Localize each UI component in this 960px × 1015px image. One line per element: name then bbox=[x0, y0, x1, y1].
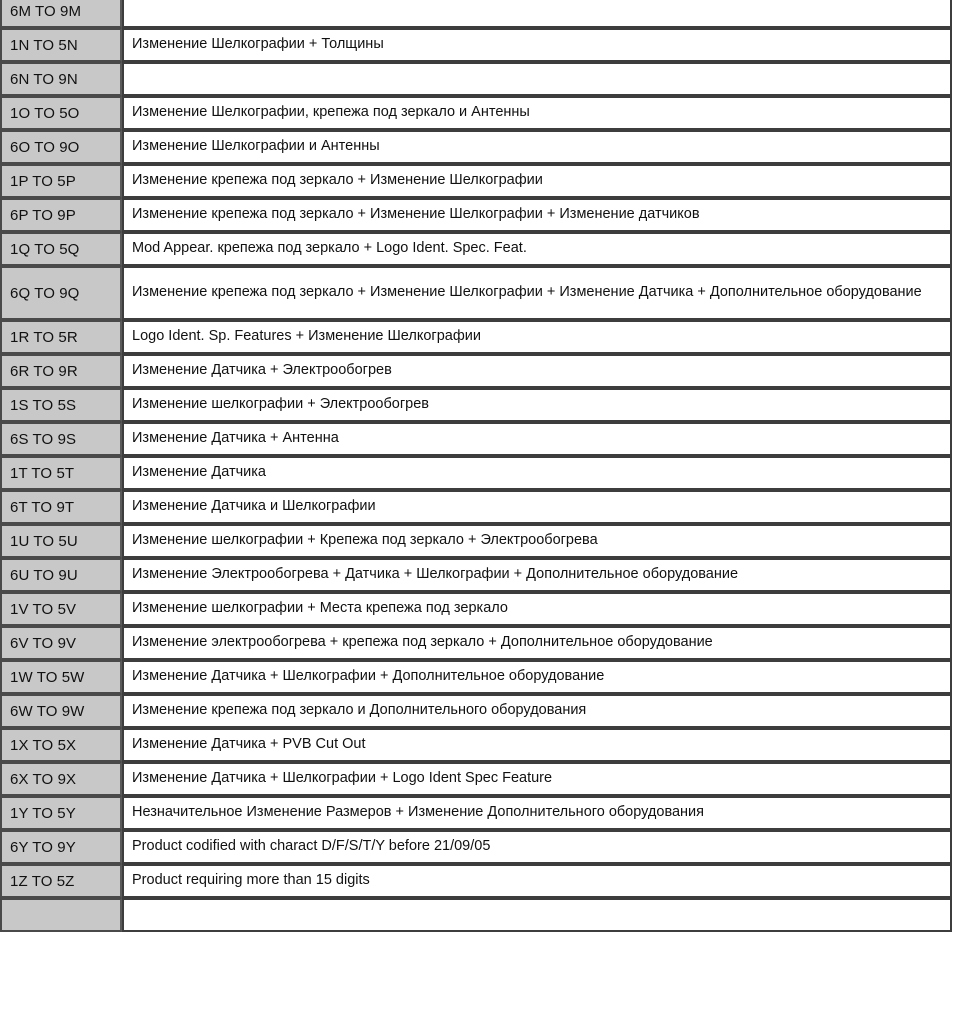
code-range-label: 1W TO 5W bbox=[10, 668, 85, 686]
code-range-label: 1Q TO 5Q bbox=[10, 240, 80, 258]
code-range-label: 1X TO 5X bbox=[10, 736, 77, 754]
description-cell bbox=[122, 456, 952, 490]
description-label: Изменение крепежа под зеркало + Изменение Шелкографии + Изменение датчиков bbox=[132, 206, 700, 223]
table-row bbox=[0, 320, 952, 354]
code-range-cell bbox=[0, 524, 122, 558]
description-cell bbox=[122, 864, 952, 898]
code-range-label: 6Q TO 9Q bbox=[10, 284, 80, 302]
description-box bbox=[122, 130, 952, 164]
description-cell bbox=[122, 130, 952, 164]
description-label: Изменение шелкографии + Места крепежа под зеркало bbox=[132, 600, 508, 617]
code-range-label: 1V TO 5V bbox=[10, 600, 77, 618]
description-label: Изменение крепежа под зеркало + Изменение Шелкографии + Изменение Датчика + Дополнительное оборудование bbox=[132, 284, 922, 301]
description-cell bbox=[122, 62, 952, 96]
code-range-label: 6P TO 9P bbox=[10, 206, 76, 224]
code-range-label: 1Z TO 5Z bbox=[10, 872, 75, 890]
description-label: Изменение Датчика + PVB Cut Out bbox=[132, 736, 366, 753]
description-cell bbox=[122, 660, 952, 694]
code-range-box bbox=[0, 266, 122, 320]
description-cell bbox=[122, 524, 952, 558]
code-range-box bbox=[0, 490, 122, 524]
table-row bbox=[0, 96, 952, 130]
code-range-label: 1P TO 5P bbox=[10, 172, 76, 190]
table-row bbox=[0, 626, 952, 660]
table-row bbox=[0, 524, 952, 558]
code-range-box bbox=[0, 456, 122, 490]
description-cell bbox=[122, 0, 952, 28]
code-range-box bbox=[0, 762, 122, 796]
description-box bbox=[122, 164, 952, 198]
description-label: Изменение Датчика + Антенна bbox=[132, 430, 339, 447]
description-box bbox=[122, 694, 952, 728]
code-range-cell bbox=[0, 660, 122, 694]
code-range-cell bbox=[0, 130, 122, 164]
description-box bbox=[122, 62, 952, 96]
description-box bbox=[122, 422, 952, 456]
code-range-cell bbox=[0, 830, 122, 864]
table-row bbox=[0, 388, 952, 422]
code-range-box bbox=[0, 558, 122, 592]
description-cell bbox=[122, 164, 952, 198]
description-box bbox=[122, 198, 952, 232]
code-range-box bbox=[0, 660, 122, 694]
description-label: Изменение Шелкографии + Толщины bbox=[132, 36, 384, 53]
code-range-box bbox=[0, 232, 122, 266]
code-range-cell bbox=[0, 898, 122, 932]
code-range-cell bbox=[0, 728, 122, 762]
description-cell bbox=[122, 320, 952, 354]
description-box bbox=[122, 232, 952, 266]
code-range-label: 6V TO 9V bbox=[10, 634, 77, 652]
description-box bbox=[122, 592, 952, 626]
code-range-cell bbox=[0, 320, 122, 354]
description-cell bbox=[122, 422, 952, 456]
description-box bbox=[122, 456, 952, 490]
description-box bbox=[122, 626, 952, 660]
code-range-label: 6U TO 9U bbox=[10, 566, 78, 584]
description-box bbox=[122, 354, 952, 388]
code-range-box bbox=[0, 388, 122, 422]
description-cell bbox=[122, 762, 952, 796]
description-box bbox=[122, 762, 952, 796]
code-range-cell bbox=[0, 354, 122, 388]
code-range-label: 1T TO 5T bbox=[10, 464, 75, 482]
code-range-cell bbox=[0, 456, 122, 490]
code-range-cell bbox=[0, 388, 122, 422]
table-row bbox=[0, 28, 952, 62]
code-range-box bbox=[0, 28, 122, 62]
code-range-label: 1S TO 5S bbox=[10, 396, 77, 414]
table-row bbox=[0, 762, 952, 796]
table-row bbox=[0, 456, 952, 490]
description-cell bbox=[122, 490, 952, 524]
code-range-label: 1U TO 5U bbox=[10, 532, 78, 550]
code-range-cell bbox=[0, 266, 122, 320]
table-row bbox=[0, 728, 952, 762]
code-range-label: 6N TO 9N bbox=[10, 70, 78, 88]
code-range-label: 6M TO 9M bbox=[10, 2, 82, 20]
description-cell bbox=[122, 728, 952, 762]
description-box bbox=[122, 28, 952, 62]
code-range-cell bbox=[0, 796, 122, 830]
code-range-box bbox=[0, 130, 122, 164]
code-range-cell bbox=[0, 28, 122, 62]
table-row bbox=[0, 694, 952, 728]
description-cell bbox=[122, 96, 952, 130]
description-label: Изменение Электрообогрева + Датчика + Шелкографии + Дополнительное оборудование bbox=[132, 566, 739, 583]
table-row bbox=[0, 558, 952, 592]
code-range-cell bbox=[0, 422, 122, 456]
description-cell bbox=[122, 796, 952, 830]
code-range-box bbox=[0, 728, 122, 762]
code-range-cell bbox=[0, 0, 122, 28]
code-range-label: 1R TO 5R bbox=[10, 328, 78, 346]
description-label: Изменение крепежа под зеркало и Дополнительного оборудования bbox=[132, 702, 587, 719]
code-range-label: 6R TO 9R bbox=[10, 362, 78, 380]
description-box bbox=[122, 388, 952, 422]
code-range-cell bbox=[0, 592, 122, 626]
code-range-cell bbox=[0, 558, 122, 592]
code-range-label: 6W TO 9W bbox=[10, 702, 85, 720]
table-row bbox=[0, 660, 952, 694]
description-cell bbox=[122, 198, 952, 232]
description-label: Product requiring more than 15 digits bbox=[132, 872, 370, 889]
description-box bbox=[122, 558, 952, 592]
description-label: Изменение электрообогрева + крепежа под зеркало + Дополнительное оборудование bbox=[132, 634, 713, 651]
table-row bbox=[0, 592, 952, 626]
description-box bbox=[122, 796, 952, 830]
code-range-box bbox=[0, 626, 122, 660]
description-cell bbox=[122, 558, 952, 592]
code-range-box bbox=[0, 422, 122, 456]
description-label: Изменение Шелкографии и Антенны bbox=[132, 138, 380, 155]
code-range-cell bbox=[0, 626, 122, 660]
description-label: Mod Appear. крепежа под зеркало + Logo Ident. Spec. Feat. bbox=[132, 240, 527, 257]
code-range-box bbox=[0, 164, 122, 198]
code-range-label: 6Y TO 9Y bbox=[10, 838, 76, 856]
description-cell bbox=[122, 354, 952, 388]
description-cell bbox=[122, 266, 952, 320]
table-row bbox=[0, 796, 952, 830]
code-range-cell bbox=[0, 762, 122, 796]
table-row bbox=[0, 354, 952, 388]
code-range-box bbox=[0, 592, 122, 626]
description-box bbox=[122, 266, 952, 320]
code-range-cell bbox=[0, 62, 122, 96]
description-label: Изменение шелкографии + Электрообогрев bbox=[132, 396, 429, 413]
code-range-label: 1N TO 5N bbox=[10, 36, 78, 54]
description-box bbox=[122, 660, 952, 694]
description-cell bbox=[122, 232, 952, 266]
description-cell bbox=[122, 694, 952, 728]
table-row bbox=[0, 830, 952, 864]
table-row bbox=[0, 266, 952, 320]
code-range-box bbox=[0, 796, 122, 830]
code-range-cell bbox=[0, 232, 122, 266]
code-range-box bbox=[0, 198, 122, 232]
description-cell bbox=[122, 28, 952, 62]
description-label: Logo Ident. Sp. Features + Изменение Шелкографии bbox=[132, 328, 481, 345]
description-label: Product codified with charact D/F/S/T/Y before 21/09/05 bbox=[132, 838, 491, 855]
code-range-box bbox=[0, 96, 122, 130]
description-box bbox=[122, 728, 952, 762]
code-range-label: 1O TO 5O bbox=[10, 104, 80, 122]
table-row bbox=[0, 0, 952, 28]
code-range-box bbox=[0, 898, 122, 932]
code-range-box bbox=[0, 830, 122, 864]
code-range-box bbox=[0, 524, 122, 558]
code-range-label: 1Y TO 5Y bbox=[10, 804, 76, 822]
description-label: Изменение шелкографии + Крепежа под зеркало + Электрообогрева bbox=[132, 532, 598, 549]
description-box bbox=[122, 864, 952, 898]
code-range-cell bbox=[0, 96, 122, 130]
code-range-label: 6S TO 9S bbox=[10, 430, 77, 448]
code-range-label: 6T TO 9T bbox=[10, 498, 75, 516]
description-box bbox=[122, 96, 952, 130]
description-label: Изменение Датчика + Электрообогрев bbox=[132, 362, 392, 379]
description-box bbox=[122, 830, 952, 864]
code-range-label: 6X TO 9X bbox=[10, 770, 77, 788]
description-cell bbox=[122, 388, 952, 422]
description-label: Изменение Датчика + Шелкографии + Logo Ident Spec Feature bbox=[132, 770, 553, 787]
code-range-cell bbox=[0, 864, 122, 898]
table-row bbox=[0, 232, 952, 266]
description-box bbox=[122, 0, 952, 28]
table-row bbox=[0, 898, 952, 932]
code-range-label: 6O TO 9O bbox=[10, 138, 80, 156]
code-range-box bbox=[0, 864, 122, 898]
code-range-cell bbox=[0, 490, 122, 524]
table-row bbox=[0, 198, 952, 232]
description-box bbox=[122, 490, 952, 524]
description-label: Изменение Датчика и Шелкографии bbox=[132, 498, 376, 515]
description-label: Изменение Датчика + Шелкографии + Дополнительное оборудование bbox=[132, 668, 605, 685]
code-range-cell bbox=[0, 164, 122, 198]
description-cell bbox=[122, 830, 952, 864]
description-cell bbox=[122, 898, 952, 932]
description-box bbox=[122, 898, 952, 932]
table-row bbox=[0, 490, 952, 524]
code-range-box bbox=[0, 694, 122, 728]
table-row bbox=[0, 164, 952, 198]
description-label: Незначительное Изменение Размеров + Изменение Дополнительного оборудования bbox=[132, 804, 705, 821]
description-cell bbox=[122, 626, 952, 660]
description-label: Изменение крепежа под зеркало + Изменение Шелкографии bbox=[132, 172, 543, 189]
description-label: Изменение Датчика bbox=[132, 464, 266, 481]
code-range-cell bbox=[0, 694, 122, 728]
table-row bbox=[0, 130, 952, 164]
description-box bbox=[122, 524, 952, 558]
table-row bbox=[0, 864, 952, 898]
code-range-cell bbox=[0, 198, 122, 232]
code-range-box bbox=[0, 62, 122, 96]
description-box bbox=[122, 320, 952, 354]
code-range-box bbox=[0, 354, 122, 388]
table-row bbox=[0, 422, 952, 456]
code-range-box bbox=[0, 320, 122, 354]
table-row bbox=[0, 62, 952, 96]
description-label: Изменение Шелкографии, крепежа под зеркало и Антенны bbox=[132, 104, 530, 121]
code-range-box bbox=[0, 0, 122, 28]
description-cell bbox=[122, 592, 952, 626]
